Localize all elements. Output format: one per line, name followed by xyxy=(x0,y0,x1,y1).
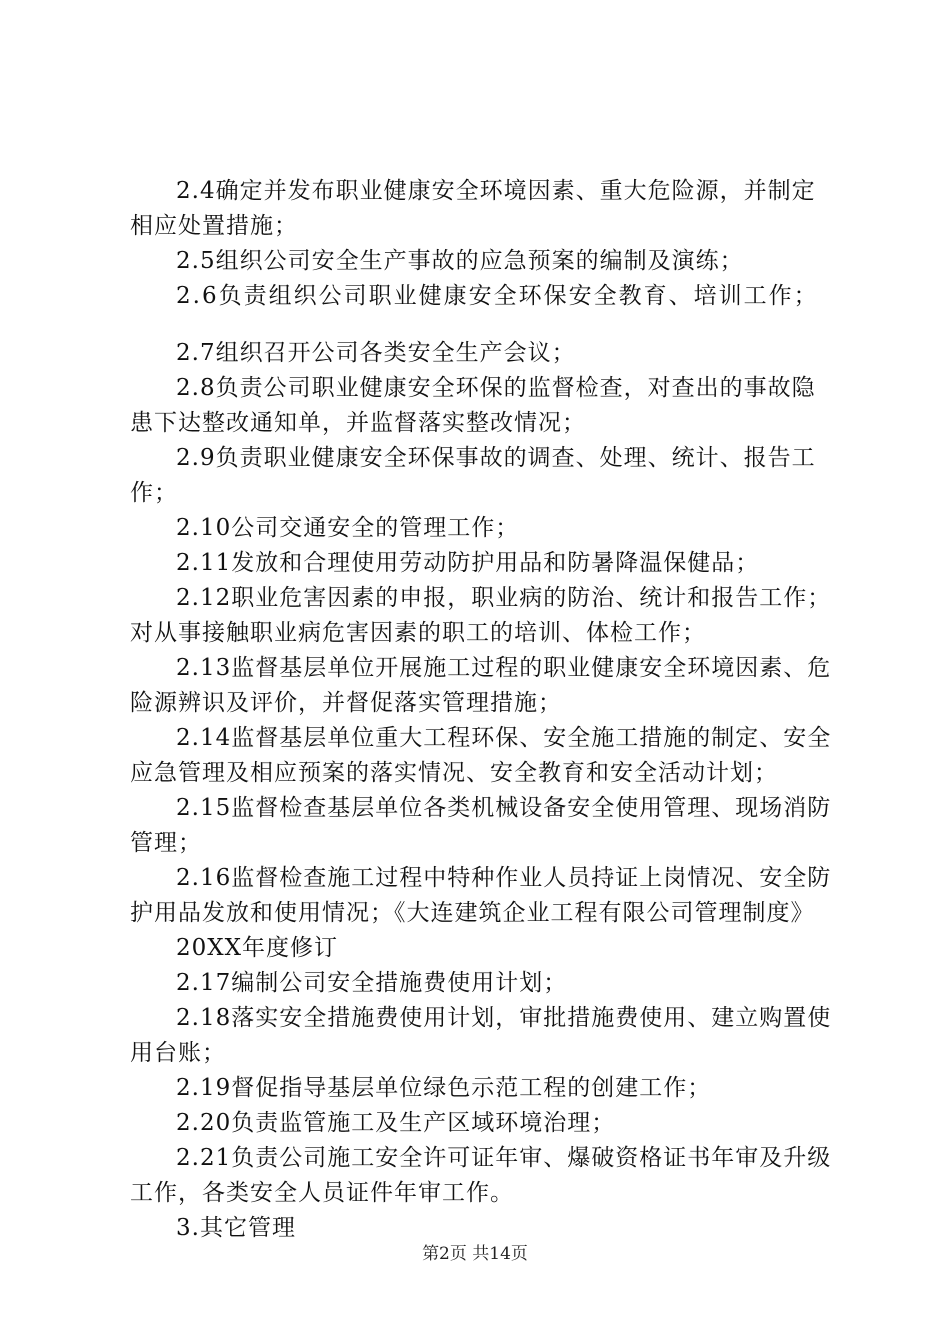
paragraph-2-4: 2.4确定并发布职业健康安全环境因素、重大危险源，并制定相应处置措施； xyxy=(130,178,816,239)
paragraph-2-10: 2.10公司交通安全的管理工作； xyxy=(176,515,520,541)
paragraph-2-19: 2.19督促指导基层单位绿色示范工程的创建工作； xyxy=(176,1075,712,1101)
paragraph-2-17: 2.17编制公司安全措施费使用计划； xyxy=(176,970,568,996)
paragraph-2-12: 2.12职业危害因素的申报，职业病的防治、统计和报告工作；对从事接触职业病危害因素的职工的培训、体检工作； xyxy=(130,585,832,646)
document-body xyxy=(130,174,835,1246)
paragraph-2-9: 2.9负责职业健康安全环保事故的调查、处理、统计、报告工作； xyxy=(130,445,816,506)
paragraph-2-8: 2.8负责公司职业健康安全环保的监督检查，对查出的事故隐患下达整改通知单，并监督落实整改情况； xyxy=(130,375,816,436)
paragraph-2-11: 2.11发放和合理使用劳动防护用品和防暑降温保健品； xyxy=(176,550,760,576)
paragraph-2-7: 2.7组织召开公司各类安全生产会议； xyxy=(176,340,576,366)
paragraph-2-13: 2.13监督基层单位开展施工过程的职业健康安全环境因素、危险源辨识及评价，并督促落实管理措施； xyxy=(130,655,832,716)
paragraph-2-20: 2.20负责监管施工及生产区域环境治理； xyxy=(176,1110,616,1136)
section-heading-3: 3.其它管理 xyxy=(176,1215,296,1241)
paragraph-revision-note: 20XX年度修订 xyxy=(176,935,339,961)
paragraph-2-16: 2.16监督检查施工过程中特种作业人员持证上岗情况、安全防护用品发放和使用情况；《大连建筑企业工程有限公司管理制度》 xyxy=(130,865,832,926)
page-number-footer: 第2页 共14页 xyxy=(422,1244,528,1264)
paragraph-2-5: 2.5组织公司安全生产事故的应急预案的编制及演练； xyxy=(176,248,744,274)
paragraph-2-18: 2.18落实安全措施费使用计划，审批措施费使用、建立购置使用台账； xyxy=(130,1005,832,1066)
paragraph-2-6: 2.6负责组织公司职业健康安全环保安全教育、培训工作； xyxy=(176,283,819,309)
paragraph-2-14: 2.14监督基层单位重大工程环保、安全施工措施的制定、安全应急管理及相应预案的落实情况、安全教育和安全活动计划； xyxy=(130,725,832,786)
paragraph-2-21: 2.21负责公司施工安全许可证年审、爆破资格证书年审及升级工作，各类安全人员证件年审工作。 xyxy=(130,1145,832,1206)
paragraph-2-15: 2.15监督检查基层单位各类机械设备安全使用管理、现场消防管理； xyxy=(130,795,832,856)
